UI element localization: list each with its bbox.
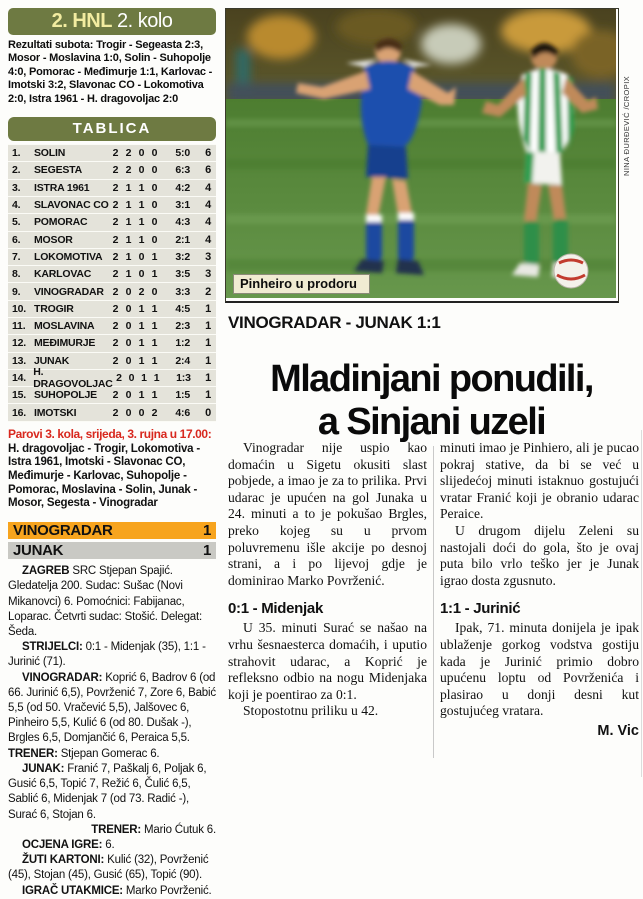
cell-goals: 1:3 — [176, 372, 191, 385]
cell-drawn: 0 — [138, 147, 145, 160]
article-paragraph: U 35. minuti Surać se našao na vrhu šesnaesterca domaćih, i uputio strahovit udarac, a Koprić je refleksno odbio na nogu Midenjaka koji je poentirao za 0:1. — [228, 620, 427, 702]
cell-goals: 3:1 — [175, 199, 190, 212]
match-photo-illustration — [226, 9, 616, 298]
cell-lost: 1 — [151, 337, 158, 350]
cell-rank: 2. — [12, 164, 21, 177]
match-info-block: STRIJELCI: 0:1 - Midenjak (35), 1:1 - Jurinić (71). — [8, 641, 206, 669]
match-info — [8, 564, 216, 898]
cell-points: 6 — [205, 164, 211, 177]
table-title-bar — [8, 117, 216, 141]
cell-won: 0 — [128, 372, 135, 385]
cell-played: 2 — [112, 320, 119, 333]
cell-won: 0 — [125, 406, 132, 419]
table-row — [8, 145, 216, 162]
match-info-block: TRENER: Stjepan Gomerac 6. — [8, 747, 160, 760]
cell-points: 4 — [205, 233, 211, 246]
cell-goals: 5:0 — [175, 147, 190, 160]
results-text: Trogir - Segeasta 2:3, Mosor - Moslavina 1:0, Solin - Suhopolje 4:0, Pomorac - Međimurje 1:1, Karlovac - Imotski 3:2, Slavonac CO - Lokomotiva 2:0, Istra 1961 - H. dragovoljac 2:0 — [8, 39, 213, 105]
cell-rank: 8. — [12, 268, 21, 281]
table-row — [8, 214, 216, 231]
cell-won: 0 — [125, 337, 132, 350]
cell-goals: 1:5 — [175, 389, 190, 402]
table-title: TABLICA — [72, 120, 152, 138]
match-info-block: JUNAK: Franić 7, Paškalj 6, Poljak 6, Gusić 6,5, Topić 7, Režić 6, Čulić 6,5, Sablić 6, Midenjak 7 (od 73. Radić -), Surać 6, Stojan 6. — [8, 762, 207, 821]
page-edge-rule — [641, 430, 642, 777]
cell-won: 1 — [125, 268, 132, 281]
cell-lost: 1 — [151, 268, 158, 281]
cell-club-name: SEGESTA — [34, 164, 82, 177]
cell-rank: 16. — [12, 406, 26, 419]
league-table-body — [8, 144, 216, 422]
cell-rank: 5. — [12, 216, 21, 229]
cell-points: 2 — [205, 285, 211, 298]
headline-line-2: a Sinjani uzeli — [317, 401, 546, 444]
score-row-away — [8, 542, 216, 559]
table-row — [8, 404, 216, 421]
table-row — [8, 180, 216, 197]
table-row — [8, 232, 216, 249]
column-divider — [433, 446, 434, 758]
cell-won: 1 — [125, 250, 132, 263]
cell-drawn: 1 — [138, 233, 145, 246]
results-label: Rezultati subota: — [8, 39, 94, 51]
article-kicker: VINOGRADAR - JUNAK 1:1 — [228, 313, 441, 332]
cell-goals: 2:3 — [175, 320, 190, 333]
cell-goals: 3:3 — [175, 285, 190, 298]
cell-won: 0 — [125, 354, 132, 367]
cell-played: 2 — [112, 233, 119, 246]
cell-drawn: 0 — [138, 268, 145, 281]
cell-drawn: 1 — [138, 181, 145, 194]
cell-points: 0 — [205, 406, 211, 419]
cell-rank: 13. — [12, 354, 26, 367]
league-masthead — [8, 8, 216, 35]
table-row — [8, 366, 216, 391]
cell-won: 1 — [125, 199, 132, 212]
cell-rank: 14. — [12, 372, 26, 385]
cell-goals: 3:5 — [175, 268, 190, 281]
cell-points: 1 — [205, 302, 211, 315]
cell-lost: 1 — [151, 389, 158, 402]
cell-won: 1 — [125, 216, 132, 229]
article-column-1 — [228, 440, 427, 720]
photo-credit: NINA ĐURĐEVIĆ /CROPIX — [622, 75, 631, 176]
cell-rank: 9. — [12, 285, 21, 298]
table-row — [8, 387, 216, 404]
cell-goals: 6:3 — [175, 164, 190, 177]
cell-points: 1 — [205, 389, 211, 402]
cell-won: 1 — [125, 181, 132, 194]
cell-rank: 6. — [12, 233, 21, 246]
cell-played: 2 — [112, 216, 119, 229]
cell-club-name: TROGIR — [34, 302, 74, 315]
cell-played: 2 — [112, 147, 119, 160]
cell-drawn: 1 — [138, 216, 145, 229]
cell-lost: 0 — [151, 285, 158, 298]
table-row — [8, 266, 216, 283]
cell-club-name: VINOGRADAR — [34, 285, 104, 298]
cell-won: 2 — [125, 164, 132, 177]
cell-goals: 4:5 — [175, 302, 190, 315]
table-row — [8, 197, 216, 214]
match-info-lead: IGRAČ UTAKMICE: — [22, 884, 123, 897]
cell-rank: 3. — [12, 181, 21, 194]
cell-played: 2 — [112, 354, 119, 367]
cell-played: 2 — [112, 337, 119, 350]
cell-club-name: ISTRA 1961 — [34, 181, 90, 194]
cell-points: 3 — [205, 250, 211, 263]
match-info-lead: TRENER: — [91, 823, 142, 836]
cell-played: 2 — [112, 302, 119, 315]
match-info-block: IGRAČ UTAKMICE: Marko Povrženić. — [22, 884, 212, 897]
match-info-block: TRENER: Mario Ćutuk 6. — [91, 823, 216, 836]
cell-goals: 3:2 — [175, 250, 190, 263]
cell-drawn: 1 — [138, 320, 145, 333]
cell-rank: 1. — [12, 147, 21, 160]
cell-club-name: H. DRAGOVOLJAC — [33, 366, 113, 391]
cell-lost: 1 — [151, 320, 158, 333]
article-paragraph: minuti imao je Pinhiero, ali je pucao pokraj stative, da bi se već u slijedećoj minuti istaknuo gostujući vratar Franić koji je obranio udarac Peraice. — [440, 440, 639, 522]
cell-drawn: 0 — [138, 250, 145, 263]
cell-club-name: MOSOR — [34, 233, 73, 246]
cell-rank: 4. — [12, 199, 21, 212]
cell-played: 2 — [112, 181, 119, 194]
match-info-lead: STRIJELCI: — [22, 641, 83, 654]
away-team: JUNAK — [13, 542, 64, 560]
headline-line-1: Mladinjani ponudili, — [270, 358, 593, 401]
cell-lost: 1 — [151, 250, 158, 263]
match-info-lead: ŽUTI KARTONI: — [22, 854, 105, 867]
cell-rank: 12. — [12, 337, 26, 350]
table-row — [8, 162, 216, 179]
cell-drawn: 0 — [138, 406, 145, 419]
cell-drawn: 1 — [138, 199, 145, 212]
article-paragraph: Vinogradar nije uspio kao domaćin u Sigetu okusiti slast pobjede, a imao je za to prilika. Prvi udarac je upućen na gol Junaka u 24. minuti a to je pokušao Brgles, preko kojeg su u prvom poluvremenu išle akcije po desnoj strani, a i po lijevoj gdje je dominirao Marko Povrženić. — [228, 440, 427, 588]
cell-drawn: 1 — [138, 302, 145, 315]
table-row — [8, 335, 216, 352]
match-info-lead: JUNAK: — [22, 762, 65, 775]
cell-goals: 4:6 — [175, 406, 190, 419]
cell-points: 4 — [205, 181, 211, 194]
cell-lost: 0 — [151, 147, 158, 160]
article-paragraph: Ipak, 71. minuta donijela je ipak ublaženje gorkog vodstva gostiju kada je Jurinić primio dobro upućenu loptu od Povrženića i plasirao u donji desni kut gostujućeg vratara. — [440, 620, 639, 719]
home-score: 1 — [202, 522, 211, 540]
article-paragraph: U drugom dijelu Zeleni su nastojali doći do gola, što je ovaj puta bilo vrlo teško jer je Junak igrao dosta zgusnuto. — [440, 522, 639, 588]
article-byline: M. Vic — [597, 722, 639, 739]
cell-played: 2 — [112, 164, 119, 177]
cell-points: 3 — [205, 268, 211, 281]
away-score: 1 — [202, 542, 211, 560]
cell-rank: 11. — [12, 320, 26, 333]
cell-goals: 1:2 — [175, 337, 190, 350]
cell-won: 1 — [125, 233, 132, 246]
photo-caption: Pinheiro u prodoru — [233, 274, 370, 294]
cell-club-name: MOSLAVINA — [34, 320, 95, 333]
cell-points: 4 — [205, 199, 211, 212]
fixtures-heading: Parovi 3. kola, srijeda, 3. rujna u 17.00: — [8, 426, 212, 441]
score-row-home — [8, 522, 216, 539]
cell-points: 6 — [205, 147, 211, 160]
cell-drawn: 0 — [138, 164, 145, 177]
cell-won: 0 — [125, 285, 132, 298]
cell-club-name: POMORAC — [34, 216, 88, 229]
cell-lost: 0 — [151, 164, 158, 177]
cell-points: 1 — [205, 354, 211, 367]
cell-won: 0 — [125, 320, 132, 333]
cell-lost: 1 — [153, 372, 160, 385]
cell-lost: 0 — [151, 181, 158, 194]
article-subhead: 1:1 - Jurinić — [440, 600, 521, 618]
home-team: VINOGRADAR — [13, 522, 113, 540]
cell-lost: 1 — [151, 354, 158, 367]
match-info-block: ZAGREB SRC Stjepan Spajić. Gledatelja 200. Sudac: Sušac (Novi Mikanovci) 6. Pomoćnici: Fabijanac, Loparac. Četvrti sudac: Stošić. Delegat: Šeda. — [8, 565, 202, 639]
cell-rank: 10. — [12, 302, 26, 315]
table-row — [8, 301, 216, 318]
cell-drawn: 1 — [138, 389, 145, 402]
cell-club-name: KARLOVAC — [34, 268, 92, 281]
cell-club-name: IMOTSKI — [34, 406, 77, 419]
cell-played: 2 — [112, 389, 119, 402]
cell-club-name: SLAVONAC CO — [34, 199, 109, 212]
cell-points: 4 — [205, 216, 211, 229]
cell-played: 2 — [112, 268, 119, 281]
cell-drawn: 1 — [138, 337, 145, 350]
match-info-block: VINOGRADAR: Koprić 6, Badrov 6 (od 66. Jurinić 6,5), Povrženić 7, Zore 6, Babić 5,5 (od 50. Vračević 5,5), Jalšovec 6, Pinheiro 5,5, Kulić 6 (od 80. Dušak -), Brgles 6,5, Domjančić 6, Peraica 5,5. — [8, 671, 216, 745]
table-row — [8, 249, 216, 266]
cell-goals: 2:1 — [175, 233, 190, 246]
cell-lost: 0 — [151, 199, 158, 212]
match-info-lead: OCJENA IGRE: — [22, 838, 103, 851]
cell-goals: 2:4 — [175, 354, 190, 367]
cell-club-name: MEĐIMURJE — [34, 337, 96, 350]
results-paragraph — [8, 39, 216, 106]
match-info-block: OCJENA IGRE: 6. — [22, 838, 115, 851]
cell-points: 1 — [205, 372, 211, 385]
cell-club-name: SUHOPOLJE — [34, 389, 97, 402]
league-name: 2. HNL — [51, 10, 112, 32]
cell-club-name: SOLIN — [34, 147, 66, 160]
table-row — [8, 283, 216, 300]
league-sidebar — [8, 8, 216, 899]
cell-drawn: 1 — [138, 354, 145, 367]
cell-lost: 0 — [151, 233, 158, 246]
cell-won: 0 — [125, 302, 132, 315]
cell-rank: 7. — [12, 250, 21, 263]
cell-goals: 4:2 — [175, 181, 190, 194]
cell-won: 2 — [125, 147, 132, 160]
match-scoreboard — [8, 522, 216, 559]
round-label: 2. kolo — [116, 10, 173, 32]
match-info-block: ŽUTI KARTONI: Kulić (32), Povrženić (45), Stojan (45), Gusić (65), Topić (90). — [8, 854, 209, 882]
cell-drawn: 2 — [138, 285, 145, 298]
cell-club-name: LOKOMOTIVA — [34, 250, 103, 263]
cell-played: 2 — [112, 199, 119, 212]
cell-points: 1 — [205, 320, 211, 333]
table-row — [8, 318, 216, 335]
match-info-lead: VINOGRADAR: — [22, 671, 103, 684]
cell-drawn: 1 — [141, 372, 147, 385]
cell-lost: 1 — [151, 302, 158, 315]
match-info-lead: ZAGREB — [22, 565, 70, 578]
article-column-2 — [440, 440, 639, 739]
article-headline — [220, 358, 643, 444]
match-photo — [225, 8, 619, 303]
article-paragraph: Stopostotnu priliku u 42. — [243, 703, 379, 719]
fixtures-text: H. dragovoljac - Trogir, Lokomotiva - Istra 1961, Imotski - Slavonac CO, Međimurje - Karlovac, Suhopolje - Pomorac, Moslavina - Solin, Junak - Mosor, Segesta - Vinogradar — [8, 442, 200, 510]
cell-played: 2 — [112, 250, 119, 263]
cell-club-name: JUNAK — [34, 354, 70, 367]
cell-played: 2 — [112, 406, 119, 419]
cell-played: 2 — [116, 372, 122, 385]
cell-rank: 15. — [12, 389, 26, 402]
cell-points: 1 — [205, 337, 211, 350]
match-info-lead: TRENER: — [8, 747, 58, 760]
cell-won: 0 — [125, 389, 132, 402]
cell-played: 2 — [112, 285, 119, 298]
cell-goals: 4:3 — [175, 216, 190, 229]
cell-lost: 2 — [151, 406, 158, 419]
cell-lost: 0 — [151, 216, 158, 229]
article-subhead: 0:1 - Midenjak — [228, 600, 323, 618]
